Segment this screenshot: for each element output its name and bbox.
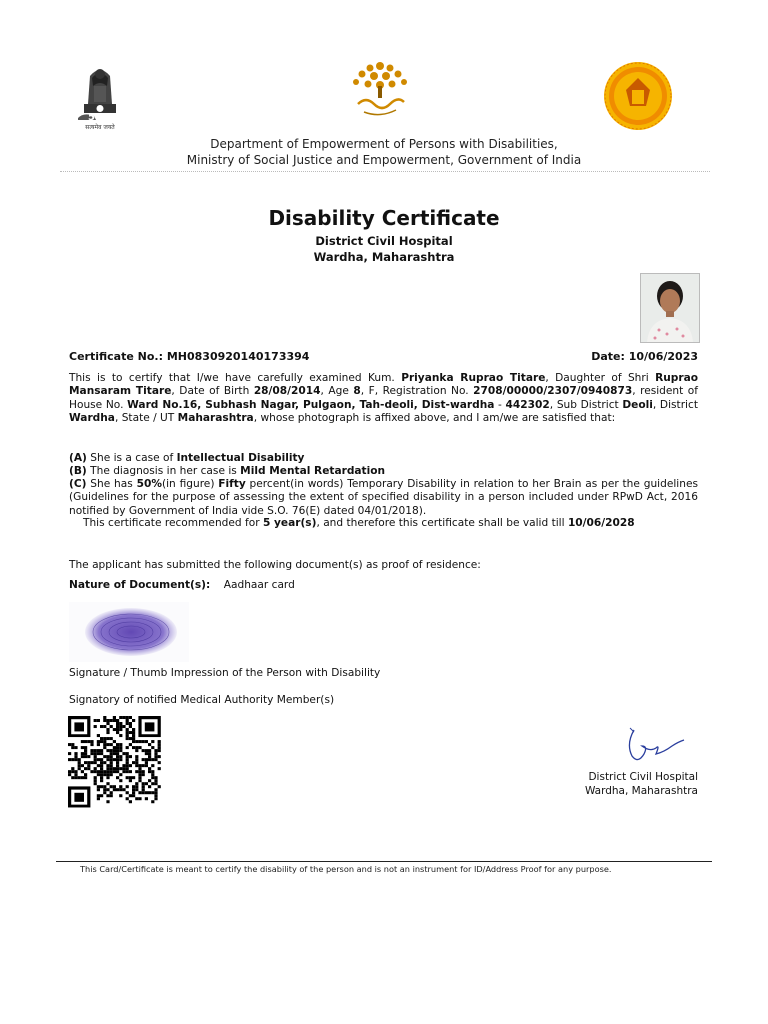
issuer-location: Wardha, Maharashtra (584, 785, 698, 797)
residence-statement: The applicant has submitted the following document(s) as proof of residence: (69, 559, 481, 571)
valid-till-date: 10/06/2028 (567, 517, 635, 529)
pincode: 442302 (505, 398, 550, 411)
validity-statement (83, 517, 712, 530)
text: This certificate recommended for (83, 517, 263, 529)
age: 8 (353, 385, 361, 398)
address: Ward No.16, Subhash Nagar, Pulgaon, Tah-deoli, Dist-wardha (127, 398, 495, 411)
finding-b (69, 465, 698, 478)
text: , whose photograph is affixed above, and I am/we are satisfied that: (253, 412, 616, 425)
registration-number: 2708/00000/2307/0940873 (473, 385, 633, 398)
header-divider (60, 171, 710, 172)
emblem-label: 50 (88, 112, 102, 122)
text: The diagnosis in her case is (86, 465, 241, 477)
certificate-date-label: Date: (591, 350, 625, 363)
thumb-impression (69, 602, 189, 662)
text: percent(in words) Temporary Disability in relation to her Brain as per the guidelines (Guidelines for the purpose of assessing the extent of specified disability in a person included under RPwD Act, 2016 notified by Government of India vide S.O. 76(E) dated 04/01/2018). (69, 478, 698, 517)
authority-signature (620, 724, 690, 768)
issuer-block (585, 770, 698, 798)
issuer-name: District Civil Hospital (588, 771, 698, 783)
authority-caption: Signatory of notified Medical Authority Member(s) (69, 694, 335, 706)
certificate-number-label: Certificate No.: (69, 350, 163, 363)
text: , Sub District (549, 398, 623, 411)
disability-percent-words: Fifty (218, 478, 246, 490)
thumb-caption: Signature / Thumb Impression of the Person with Disability (69, 667, 381, 679)
finding-label: (B) (69, 465, 87, 477)
text: This is to certify that I/we have carefully examined Kum. (69, 372, 402, 384)
emblem-motto: सत्यमेव जयते (85, 124, 115, 131)
date-of-birth: 28/08/2014 (253, 385, 321, 398)
text: , resident of House No. (69, 385, 699, 411)
sugamya-logo (344, 58, 416, 120)
disability-type: Intellectual Disability (176, 452, 305, 464)
text: (in figure) (161, 478, 219, 490)
text: , District (652, 398, 698, 411)
text: , and therefore this certificate shall be valid till (316, 517, 568, 529)
national-emblem (74, 56, 126, 134)
disability-percent: 50% (136, 478, 162, 490)
certification-paragraph (69, 372, 698, 426)
text: - (494, 398, 506, 411)
footer-note: This Card/Certificate is meant to certify the disability of the person and is not an instrument for ID/Address Proof for any purpose. (80, 864, 612, 874)
certificate-date-row (591, 350, 698, 363)
document-value: Aadhaar card (223, 579, 295, 591)
sub-district: Deoli (622, 398, 653, 411)
text: , Date of Birth (171, 385, 254, 398)
department-line-2: Ministry of Social Justice and Empowerment, Government of India (186, 153, 582, 167)
finding-label: (C) (69, 478, 87, 490)
district: Wardha (69, 412, 115, 425)
footer-divider (56, 861, 712, 862)
text: , Age (320, 385, 354, 398)
text: She has (86, 478, 137, 490)
diagnosis: Mild Mental Retardation (240, 465, 386, 477)
applicant-photo (640, 273, 700, 343)
maharashtra-seal (600, 60, 676, 132)
text: She is a case of (86, 452, 177, 464)
document-label: Nature of Document(s): (69, 579, 211, 591)
page-title: Disability Certificate (268, 206, 500, 230)
certificate-date: 10/06/2023 (628, 350, 698, 363)
father-name: Ruprao Mansaram Titare (69, 372, 698, 398)
certificate-number: MH0830920140173394 (166, 350, 310, 363)
applicant-name: Priyanka Ruprao Titare (401, 372, 546, 384)
recommended-period: 5 year(s) (262, 517, 317, 529)
department-name (0, 136, 768, 168)
hospital-location: Wardha, Maharashtra (313, 250, 455, 264)
department-line-1: Department of Empowerment of Persons with Disabilities, (210, 137, 558, 151)
document-row (69, 579, 698, 592)
qr-code (68, 716, 166, 808)
text: , State / UT (114, 412, 178, 425)
text: , F, Registration No. (360, 385, 474, 398)
finding-a (69, 452, 698, 465)
finding-c (69, 478, 698, 518)
text: , Daughter of Shri (545, 372, 656, 384)
hospital-name: District Civil Hospital (315, 234, 453, 248)
finding-label: (A) (69, 452, 87, 464)
state: Maharashtra (177, 412, 254, 425)
